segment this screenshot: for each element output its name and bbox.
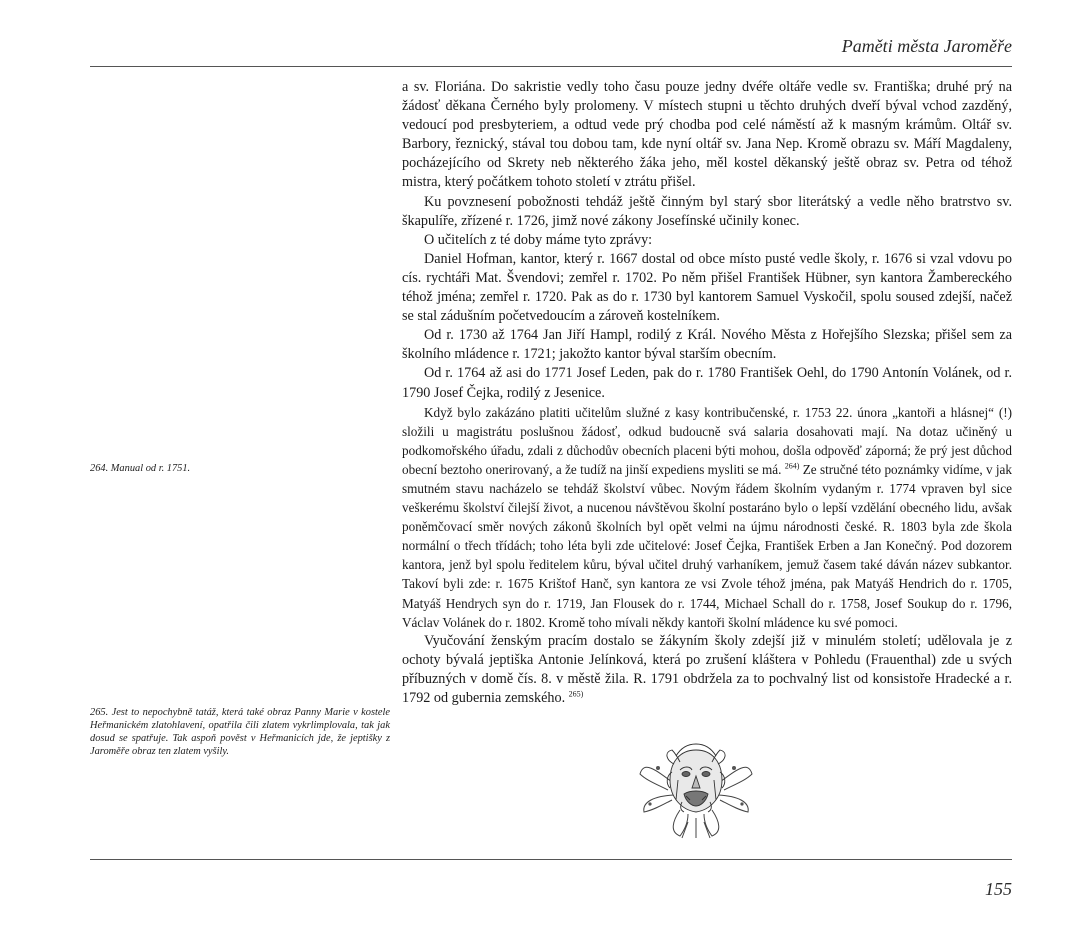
paragraph: O učitelích z té doby máme tyto zprávy: (424, 231, 653, 248)
running-title: Paměti města Jaroměře (841, 36, 1012, 56)
lion-head-vignette-icon (636, 740, 756, 840)
paragraph-with-footnote-264 (402, 403, 1012, 632)
page-number: 155 (985, 879, 1012, 899)
paragraph: Ku povznesení pobožnosti tehdáž ještě činným byl starý sbor literátský a vedle něho bratrstvo sv. škapulíře, zřízené r. 1726, jimž nové zákony Josefínské učinily konec. (402, 193, 1012, 229)
paragraph: Od r. 1764 až asi do 1771 Josef Leden, pak do r. 1780 František Oehl, do 1790 Antonín Volánek, od r. 1790 Josef Čejka, rodilý z Jesenice. (402, 365, 1012, 401)
footnote-ref-265[interactable]: 265) (568, 689, 584, 699)
paragraph: Daniel Hofman, kantor, který r. 1667 dostal od obce místo pusté vedle školy, r. 1676 si vzal vdovu po cís. rychtáři Mat. Švendovi; zemřel r. 1702. Po něm přišel František Hübner, syn kantora Žambereckého téhož jména; zemřel r. 1720. Pak as do r. 1730 byl kantorem Samuel Vyskočil, spolu soused zdejší, načež se stal zádušním početvedoucím a zároveň kostelníkem. (402, 250, 1012, 325)
main-text-column (402, 78, 1012, 708)
paragraph-text: Vyučování ženským pracím dostalo se žákyním školy zdejší již v minulém století; udělovala je z ochoty bývalá jeptiška Antonie Jelínková, která po zrušení kláštera v Pohledu (Frauenthal) zde u svých příbuzných v domě čís. 8. v městě žila. R. 1791 obdržela za to pochvalný list od konsistoře Hradecké a r. 1792 od gubernia zemského. (402, 632, 1012, 706)
paragraph-text: Ze stručné této poznámky vidíme, v jak smutném stavu nacházelo se tehdáž školství vůbec. Novým řádem školním vydaným r. 1774 vpraven byl sice veškerému školství čilejší život, a nucenou návštěvou školní postaráno bylo o lepší vzdělání obecného lidu, avšak poněmčovací směr nových zákonů školních byl opět velmi na újmu národnosti české. R. 1803 byla zde škola normální o třech třídách; toho léta byli zde učitelové: Josef Čejka, František Erben a Jan Konečný. Pod dozorem kantora, jenž byl spolu ředitelem kůru, býval učitel druhý varhaníkem, jemuž časem také dáván název subkantor. Takoví byli zde: r. 1675 Krištof Hanč, syn kantora ze vsi Zvole téhož jména, pak Matyáš Hendrich do r. 1705, Matyáš Hendrych syn do r. 1719, Jan Flousek do r. 1744, Michael Schall do r. 1758, Josef Soukup do r. 1796, Václav Volánek do r. 1802. Kromě toho mívali někdy kantoři školní mládence ku své pomoci. (402, 461, 1012, 630)
paragraph: a sv. Floriána. Do sakristie vedly toho času pouze jedny dvéře oltáře vedle sv. Františka; druhé prý na žádosť děkana Černého byly prolomeny. V místech stupni u těchto druhých dveří býval vchod zazděný, vedoucí pod presbyteriem, a odtud vede prý chodba pod celé náměstí až k masným krámům. Oltář sv. Barbory, řeznický, stával tou dobou tam, kde nyní oltář sv. Jana Nep. Kromě obrazu sv. Máří Magdaleny, pocházejícího od Skrety neb některého žáka jeho, měl kostel děkanský ještě obraz sv. Petra od téhož mistra, který počátkem tohoto století v ztrátu přišel. (402, 79, 1012, 191)
header-rule (90, 66, 1012, 67)
footer-rule (90, 859, 1012, 860)
paragraph-text: Když bylo zakázáno platiti učitelům služné z kasy kontribučenské, r. 1753 22. února „kantoři a hlásnej“ (!) složili u magistrátu poslušnou žádosť, odkud budoucně svá salaria dosahovati mají. Na dotaz učiněný u podkomořského úřadu, zdali z důchodův obecních placeni býti mohou, došla odpověď záporná; že prý jest důchod obecní beztoho onerirovaný, a že tudíž na jinší expediens mysliti se má. (402, 404, 1012, 477)
footnote-264: 264. Manual od r. 1751. (90, 463, 191, 474)
footnote-265: 265. Jest to nepochybně tatáž, která také obraz Panny Marie v kostele Heřmanickém zlatohlavení, opatřila čili zlatem vykrlimplovala, tak jak dosud se spatřuje. Tak aspoň pověst v Heřmanicích jde, že jeptišky z Jaroměře obraz ten zlatem vyšily. (90, 707, 390, 758)
paragraph: Od r. 1730 až 1764 Jan Jiří Hampl, rodilý z Král. Nového Města z Hořejšího Slezska; přišel sem za školního mládence r. 1721; jakožto kantor býval starším obecním. (402, 327, 1012, 363)
paragraph-with-footnote-265 (402, 632, 1012, 708)
footnote-ref-264[interactable]: 264) (784, 461, 800, 471)
